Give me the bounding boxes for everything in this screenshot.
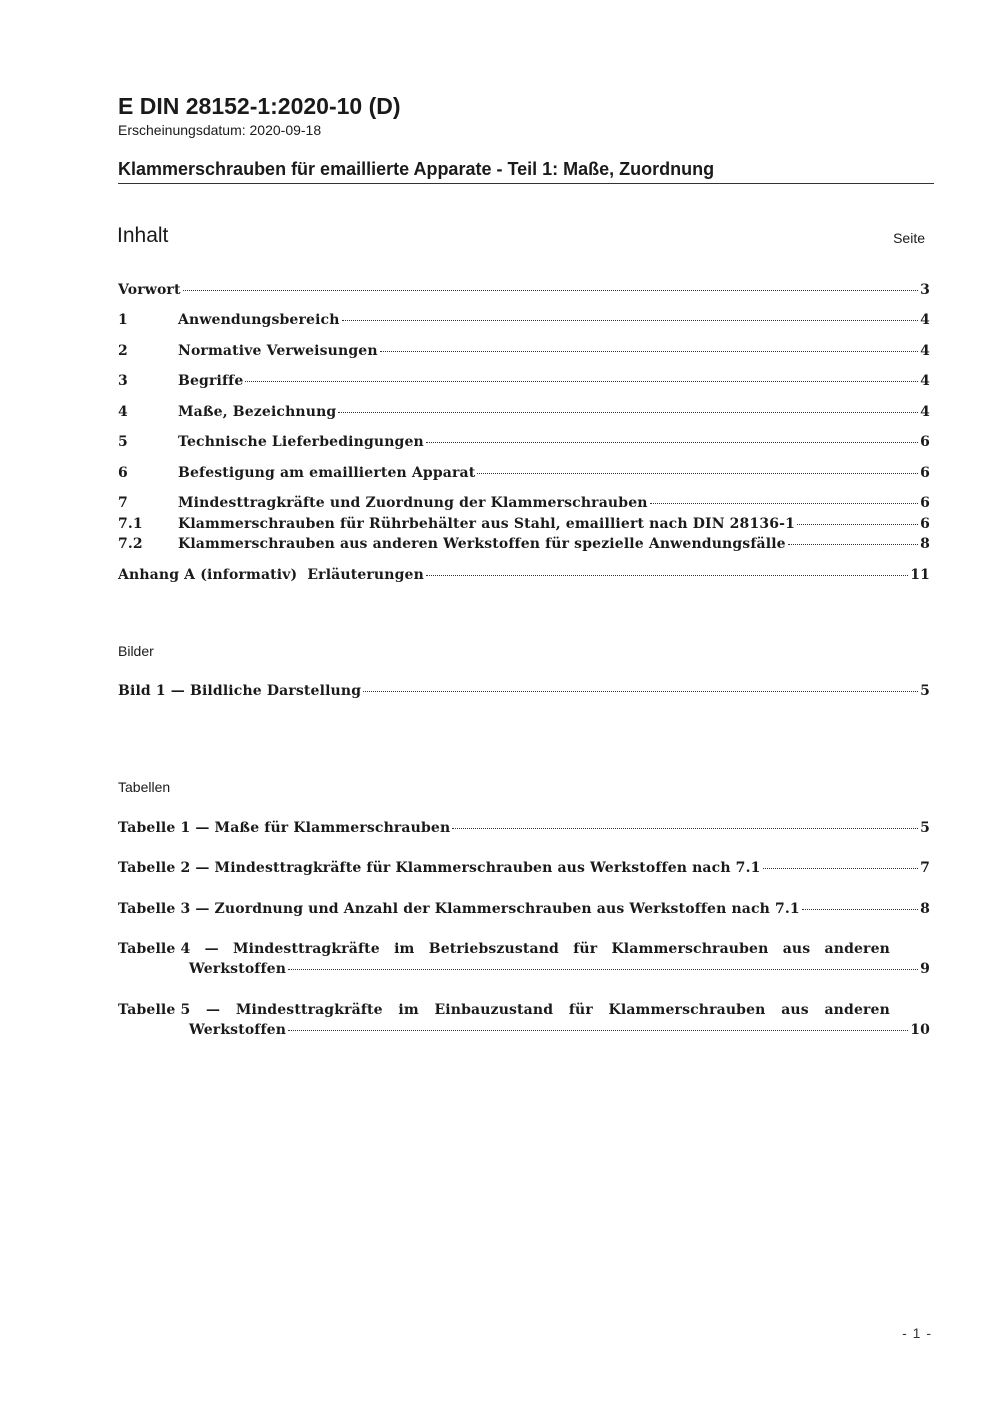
word: für — [573, 941, 598, 957]
word: aus — [781, 1002, 809, 1018]
toc-entry-number: 5 — [118, 434, 128, 450]
document-title: Klammerschrauben für emaillierte Apparate - Teil 1: Maße, Zuordnung — [118, 159, 715, 179]
dot-leader — [380, 351, 918, 352]
toc-entry-foreword[interactable] — [118, 280, 930, 300]
word: Klammerschrauben — [611, 941, 769, 957]
dot-leader — [426, 442, 918, 443]
toc-entry-number: 6 — [118, 465, 128, 481]
word: — — [204, 941, 219, 957]
dot-leader — [288, 1030, 908, 1031]
table-entry-text — [118, 1000, 890, 1020]
toc-entry-page: 6 — [920, 465, 930, 481]
page-number: - 1 - — [902, 1325, 932, 1341]
figures-heading: Bilder — [118, 643, 154, 659]
word: — — [206, 1002, 221, 1018]
table-entry-text: Tabelle 3 — Zuordnung und Anzahl der Klammerschrauben aus Werkstoffen nach 7.1 — [118, 901, 800, 917]
toc-heading: Inhalt — [117, 224, 169, 247]
toc-entry-text: Maße, Bezeichnung — [178, 404, 337, 420]
dot-leader — [650, 503, 919, 504]
tables-heading: Tabellen — [118, 779, 171, 795]
title-divider — [118, 183, 934, 184]
toc-entry-page: 6 — [920, 495, 930, 511]
toc-entry-annex-a[interactable] — [118, 565, 930, 585]
table-entry-text: Tabelle 2 — Mindesttragkräfte für Klammerschrauben aus Werkstoffen nach 7.1 — [118, 860, 761, 876]
table-entry-text: Tabelle 1 — Maße für Klammerschrauben — [118, 820, 451, 836]
table-entry-page: 5 — [920, 820, 930, 836]
toc-entry-number: 1 — [118, 312, 128, 328]
dot-leader — [338, 412, 918, 413]
toc-entry-text: Vorwort — [118, 282, 181, 298]
toc-entry-5[interactable] — [118, 432, 930, 452]
toc-entry-number: 7.1 — [118, 516, 143, 532]
word: anderen — [824, 941, 890, 957]
toc-entry-page: 4 — [920, 404, 930, 420]
dot-leader — [452, 828, 918, 829]
table-entry-1[interactable] — [118, 818, 930, 838]
dot-leader — [183, 290, 919, 291]
dot-leader — [426, 575, 908, 576]
table-entry-text-cont: Werkstoffen — [189, 1022, 287, 1038]
toc-entry-number: 4 — [118, 404, 128, 420]
toc-entry-page: 3 — [920, 282, 930, 298]
toc-entry-6[interactable] — [118, 463, 930, 483]
table-entry-page: 7 — [920, 860, 930, 876]
publication-date: Erscheinungsdatum: 2020-09-18 — [118, 122, 322, 138]
toc-entry-number: 7.2 — [118, 536, 143, 552]
toc-entry-text: Technische Lieferbedingungen — [178, 434, 424, 450]
dot-leader — [802, 909, 918, 910]
toc-entry-text: Anhang A (informativ) Erläuterungen — [118, 567, 424, 583]
dot-leader — [477, 473, 918, 474]
toc-entry-page: 6 — [920, 516, 930, 532]
word: Mindesttragkräfte — [235, 1002, 383, 1018]
toc-entry-text: Klammerschrauben für Rührbehälter aus Stahl, emailliert nach DIN 28136-1 — [178, 516, 795, 532]
word: Tabelle 5 — [118, 1002, 191, 1018]
word: Klammerschrauben — [608, 1002, 766, 1018]
toc-entry-page: 4 — [920, 373, 930, 389]
word: im — [398, 1002, 419, 1018]
word: anderen — [824, 1002, 890, 1018]
table-entry-page: 10 — [910, 1022, 930, 1038]
word: für — [568, 1002, 593, 1018]
word: Einbauzustand — [434, 1002, 554, 1018]
table-entry-page: 9 — [920, 961, 930, 977]
table-entry-5[interactable] — [118, 1000, 930, 1040]
toc-entry-7-2[interactable] — [118, 534, 930, 554]
dot-leader — [788, 544, 918, 545]
dot-leader — [797, 524, 918, 525]
toc-entry-number: 7 — [118, 495, 128, 511]
figure-entry-1[interactable] — [118, 681, 930, 701]
table-entry-3[interactable] — [118, 899, 930, 919]
document-id: E DIN 28152-1:2020-10 (D) — [118, 93, 401, 119]
toc-entry-page: 11 — [910, 567, 930, 583]
table-entry-2[interactable] — [118, 858, 930, 878]
table-entry-text — [118, 939, 890, 959]
page-column-label: Seite — [893, 230, 925, 246]
toc-entry-page: 4 — [920, 343, 930, 359]
figure-entry-page: 5 — [920, 683, 930, 699]
toc-entry-text: Anwendungsbereich — [178, 312, 340, 328]
dot-leader — [763, 868, 919, 869]
toc-entry-2[interactable] — [118, 341, 930, 361]
toc-entry-number: 2 — [118, 343, 128, 359]
dot-leader — [342, 320, 919, 321]
table-entry-text-cont: Werkstoffen — [189, 961, 287, 977]
word: im — [394, 941, 415, 957]
toc-entry-7-1[interactable] — [118, 514, 930, 534]
toc-entry-4[interactable] — [118, 402, 930, 422]
toc-entry-text: Mindesttragkräfte und Zuordnung der Klammerschrauben — [178, 495, 648, 511]
word: Mindesttragkräfte — [232, 941, 380, 957]
toc-entry-7[interactable] — [118, 493, 930, 513]
dot-leader — [288, 969, 918, 970]
figure-entry-text: Bild 1 — Bildliche Darstellung — [118, 683, 362, 699]
toc-entry-1[interactable] — [118, 310, 930, 330]
toc-entry-text: Begriffe — [178, 373, 244, 389]
table-entry-4[interactable] — [118, 939, 930, 979]
table-entry-page: 8 — [920, 901, 930, 917]
dot-leader — [363, 691, 918, 692]
word: aus — [782, 941, 811, 957]
dot-leader — [245, 381, 918, 382]
toc-entry-text: Klammerschrauben aus anderen Werkstoffen für spezielle Anwendungsfälle — [178, 536, 786, 552]
toc-entry-text: Normative Verweisungen — [178, 343, 378, 359]
toc-entry-number: 3 — [118, 373, 128, 389]
toc-entry-page: 8 — [920, 536, 930, 552]
word: Betriebszustand — [428, 941, 559, 957]
toc-entry-page: 4 — [920, 312, 930, 328]
toc-entry-text: Befestigung am emaillierten Apparat — [178, 465, 476, 481]
toc-entry-3[interactable] — [118, 371, 930, 391]
toc-entry-page: 6 — [920, 434, 930, 450]
word: Tabelle 4 — [118, 941, 191, 957]
